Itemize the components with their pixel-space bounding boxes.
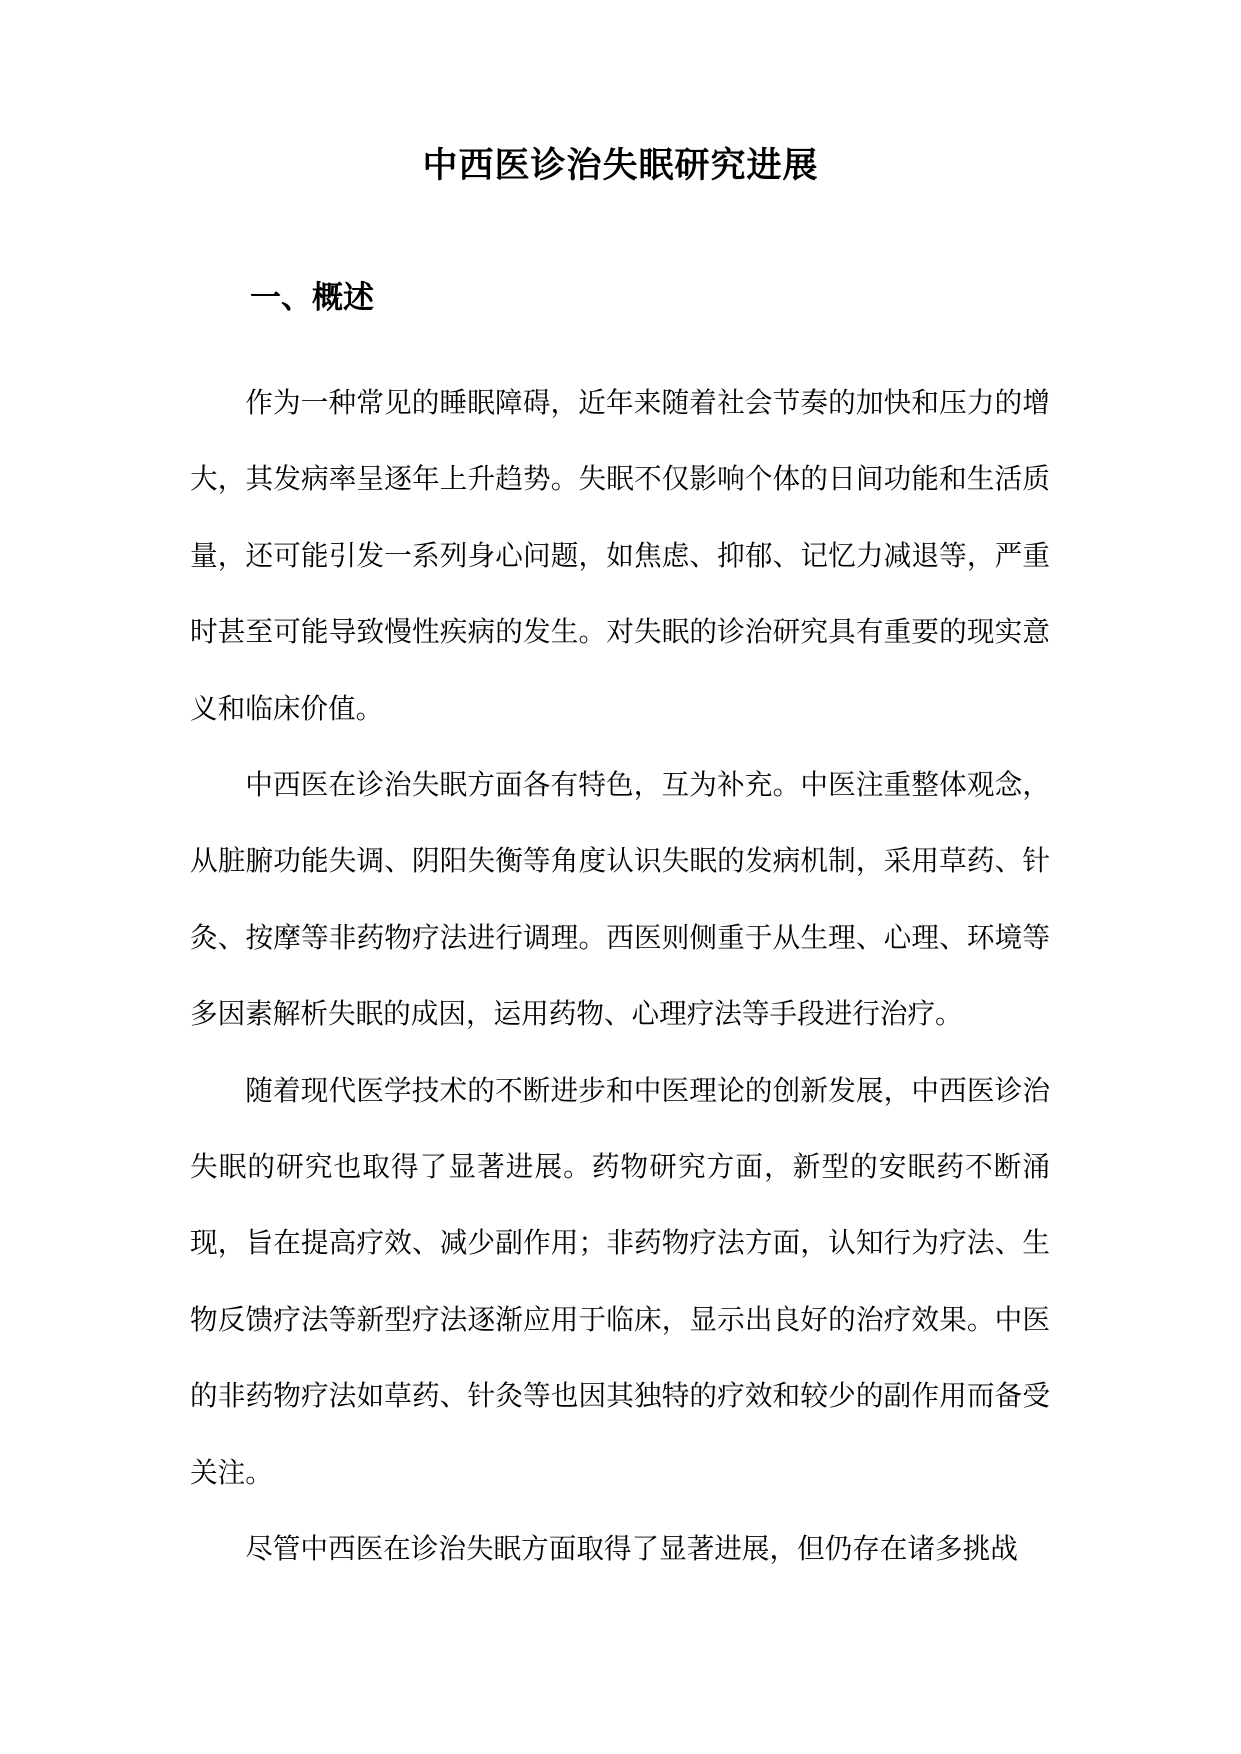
document-body (190, 365, 1050, 1588)
document-title: 中西医诊治失眠研究进展 (422, 145, 819, 186)
section-heading: 一、概述 (250, 280, 374, 316)
paragraph: 作为一种常见的睡眠障碍，近年来随着社会节奏的加快和压力的增大，其发病率呈逐年上升趋势。失眠不仅影响个体的日间功能和生活质量，还可能引发一系列身心问题，如焦虑、抑郁、记忆力减退等，严重时甚至可能导致慢性疾病的发生。对失眠的诊治研究具有重要的现实意义和临床价值。 (190, 386, 1050, 725)
paragraph: 随着现代医学技术的不断进步和中医理论的创新发展，中西医诊治失眠的研究也取得了显著进展。药物研究方面，新型的安眠药不断涌现，旨在提高疗效、减少副作用；非药物疗法方面，认知行为疗法、生物反馈疗法等新型疗法逐渐应用于临床，显示出良好的治疗效果。中医的非药物疗法如草药、针灸等也因其独特的疗效和较少的副作用而备受关注。 (190, 1073, 1050, 1489)
paragraph: 尽管中西医在诊治失眠方面取得了显著进展，但仍存在诸多挑战 (245, 1532, 1018, 1566)
paragraph: 中西医在诊治失眠方面各有特色，互为补充。中医注重整体观念，从脏腑功能失调、阴阳失衡等角度认识失眠的发病机制，采用草药、针灸、按摩等非药物疗法进行调理。西医则侧重于从生理、心理、环境等多因素解析失眠的成因，运用药物、心理疗法等手段进行治疗。 (190, 768, 1050, 1031)
